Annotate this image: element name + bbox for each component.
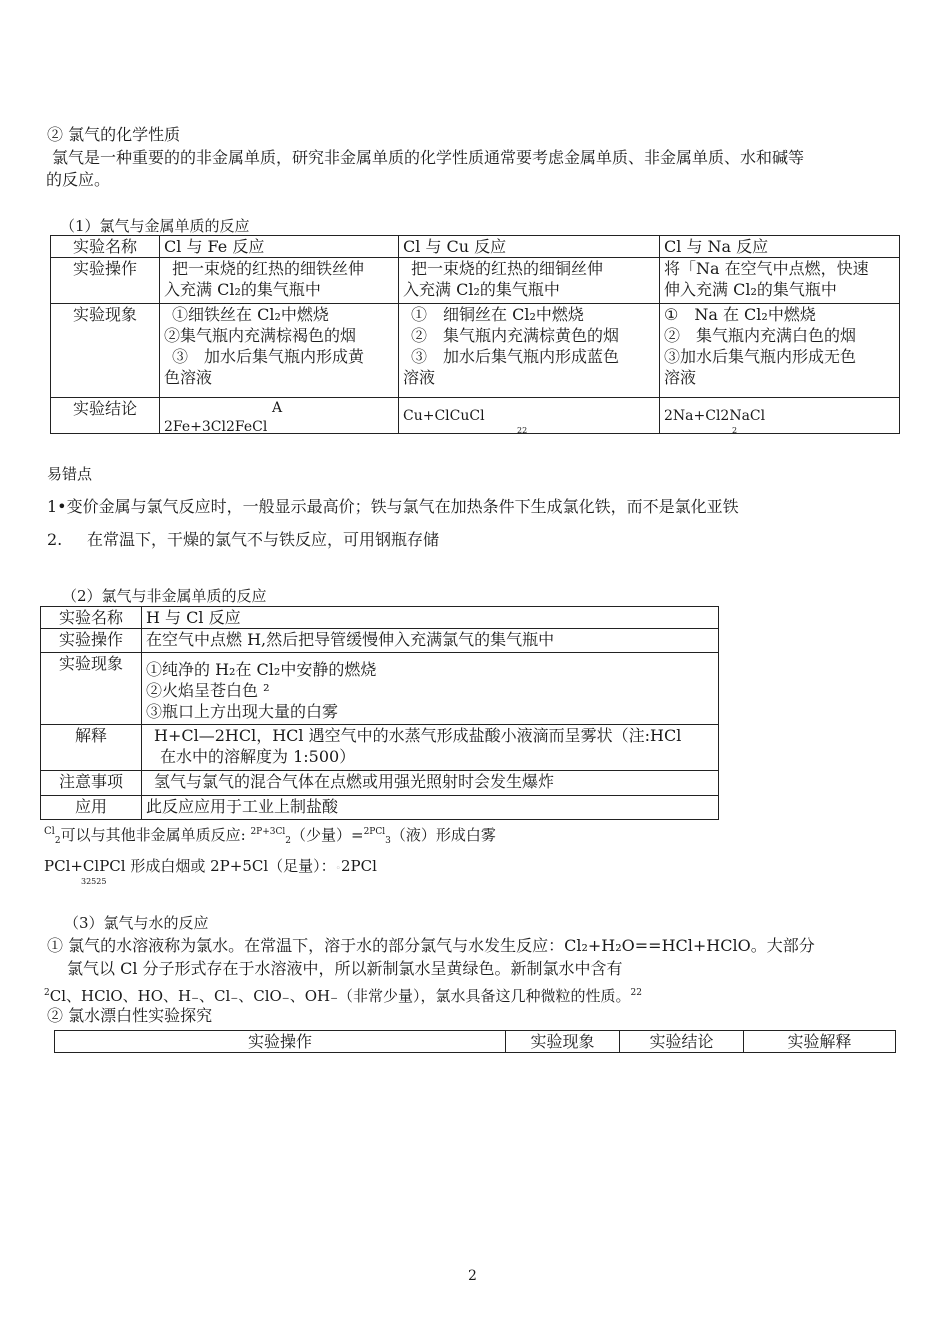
bleach-header-phen: 实验现象 — [506, 1031, 620, 1053]
pitfall-1: 1•变价金属与氯气反应时，一般显示最高价；铁与氯气在加热条件下生成氯化铁，而不是氯化亚铁 — [47, 497, 739, 516]
metal-reaction-table — [50, 235, 900, 434]
nonmetal-reaction-table — [40, 606, 719, 820]
row-label-phen: 实验现象 — [51, 304, 160, 398]
row-label-concl: 实验结论 — [51, 398, 160, 434]
water-line-2: 氯气以 Cl 分子形式存在于水溶液中，所以新制氯水呈黄绿色。新制氯水中含有 — [67, 959, 623, 978]
section-title: ② 氯气的化学性质 — [47, 125, 181, 144]
na-phen: ① Na 在 Cl₂中燃烧 ② 集气瓶内充满白色的烟 ③加水后集气瓶内形成无色 溶液 — [660, 304, 900, 398]
cu-name: Cl 与 Cu 反应 — [399, 236, 660, 258]
pitfall-2-number: 2. — [47, 530, 63, 549]
nm-caution: 氢气与氯气的混合气体在点燃或用强光照射时会发生爆炸 — [142, 771, 719, 796]
nm-label-name: 实验名称 — [41, 607, 142, 629]
nm-phen: ①纯净的 H₂在 Cl₂中安静的燃烧 ②火焰呈苍白色 ² ③瓶口上方出现大量的白雾 — [142, 653, 719, 725]
nm-label-explain: 解释 — [41, 725, 142, 771]
nm-explain: H+Cl—2HCl，HCl 遇空气中的水蒸气形成盐酸小液滴而呈雾状（注:HCl 在水中的溶解度为 1:500） — [142, 725, 719, 771]
nonmetal-note-2: PCl+ClPCl 形成白烟或 2P+5Cl（足量）：◦2PCl — [44, 857, 377, 875]
nonmetal-note-1: $^{Cl}_2$可以与其他非金属单质反应: $^{2P+3Cl}_2$（少量）=$^{2PCl}_3$（液）形成白雾 — [44, 826, 496, 846]
fe-concl: A 2Fe+3Cl2FeCl — [160, 398, 399, 434]
nm-label-app: 应用 — [41, 796, 142, 820]
water-line-1: ① 氯气的水溶液称为氯水。在常温下，溶于水的部分氯气与水发生反应：Cl₂+H₂O==HCl+HClO。大部分 — [47, 936, 815, 955]
water-line-3: $^2$Cl、HClO、HO、H₋、Cl₋、ClO₋、OH₋（非常少量），氯水具备这几种微粒的性质。$^{22}$ — [44, 987, 642, 1005]
na-op: 将「Na 在空气中点燃，快速 伸入充满 Cl₂的集气瓶中 — [660, 258, 900, 304]
pitfall-2: 在常温下，干燥的氯气不与铁反应，可用钢瓶存储 — [87, 530, 440, 549]
na-name: Cl 与 Na 反应 — [660, 236, 900, 258]
nm-label-phen: 实验现象 — [41, 653, 142, 725]
nm-name: H 与 Cl 反应 — [142, 607, 719, 629]
cu-op: 把一束烧的红热的细铜丝伸 入充满 Cl₂的集气瓶中 — [399, 258, 660, 304]
fe-phen: ①细铁丝在 Cl₂中燃烧 ②集气瓶内充满棕褐色的烟 ③ 加水后集气瓶内形成黄 色溶液 — [160, 304, 399, 398]
row-label-op: 实验操作 — [51, 258, 160, 304]
nm-label-op: 实验操作 — [41, 629, 142, 653]
nm-label-caution: 注意事项 — [41, 771, 142, 796]
row-label-name: 实验名称 — [51, 236, 160, 258]
bleach-header-op: 实验操作 — [55, 1031, 506, 1053]
cu-concl: Cu+ClCuCl 22 — [399, 398, 660, 434]
intro-line-1: 氯气是一种重要的的非金属单质，研究非金属单质的化学性质通常要考虑金属单质、非金属单质、水和碱等 — [52, 148, 805, 167]
fe-name: Cl 与 Fe 反应 — [160, 236, 399, 258]
nm-app: 此反应应用于工业上制盐酸 — [142, 796, 719, 820]
bleach-header-explain: 实验解释 — [744, 1031, 896, 1053]
intro-line-2: 的反应。 — [46, 170, 111, 189]
pitfalls-title: 易错点 — [47, 465, 93, 483]
sub3-title: （3）氯气与水的反应 — [64, 914, 209, 932]
bleach-header-concl: 实验结论 — [620, 1031, 744, 1053]
nm-op: 在空气中点燃 H,然后把导管缓慢伸入充满氯气的集气瓶中 — [142, 629, 719, 653]
bleaching-table — [54, 1030, 896, 1053]
na-concl: 2Na+Cl2NaCl 2 — [660, 398, 900, 434]
sub2-title: （2）氯气与非金属单质的反应 — [62, 587, 267, 605]
water-line-4: ② 氯水漂白性实验探究 — [47, 1006, 213, 1025]
nonmetal-note-2-subscripts: 32525 — [81, 877, 107, 886]
page-number: 2 — [468, 1268, 477, 1284]
sub1-title: （1）氯气与金属单质的反应 — [60, 217, 250, 235]
fe-op: 把一束烧的红热的细铁丝伸 入充满 Cl₂的集气瓶中 — [160, 258, 399, 304]
cu-phen: ① 细铜丝在 Cl₂中燃烧 ② 集气瓶内充满棕黄色的烟 ③ 加水后集气瓶内形成蓝色 溶液 — [399, 304, 660, 398]
